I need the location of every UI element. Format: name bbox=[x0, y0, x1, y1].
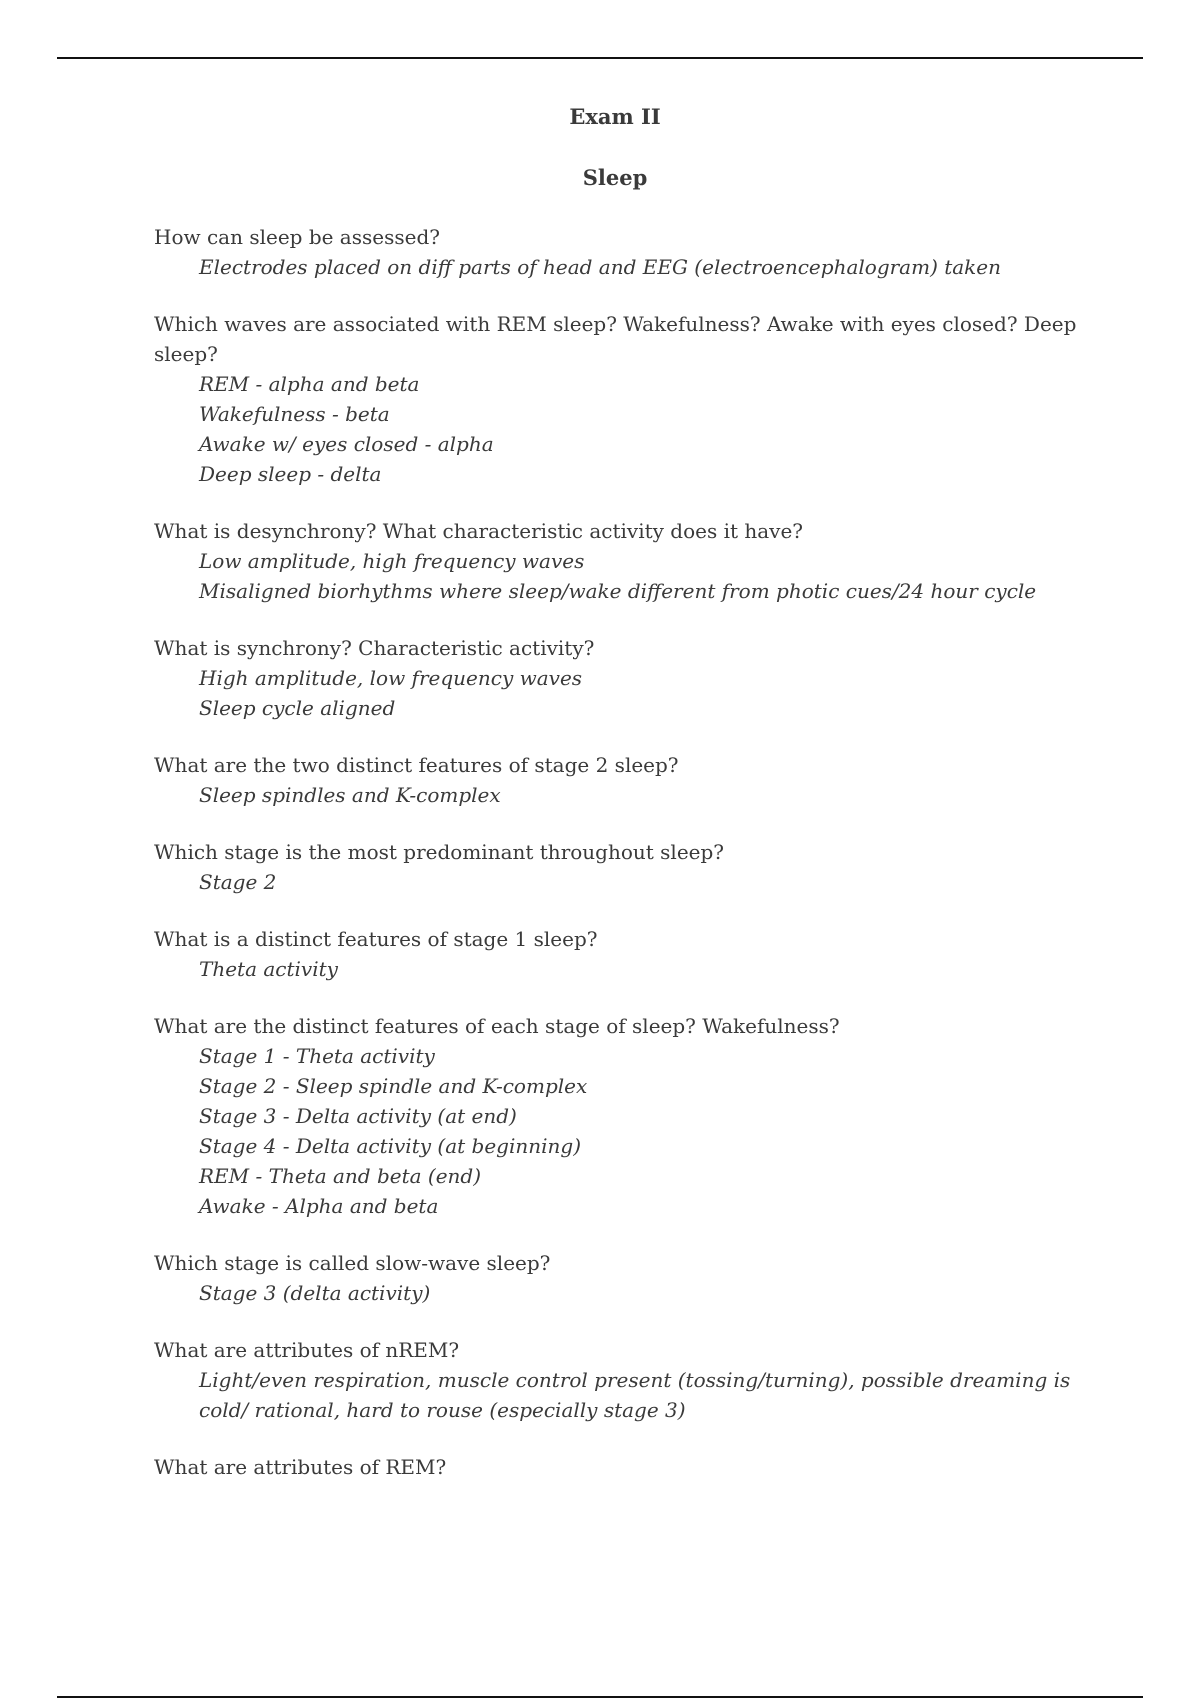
qa-item bbox=[154, 516, 1094, 606]
question-text: Which stage is called slow-wave sleep? bbox=[154, 1251, 551, 1275]
answer-list bbox=[154, 1041, 1094, 1221]
question-text: What is synchrony? Characteristic activity? bbox=[154, 636, 595, 660]
answer-text: REM - alpha and beta bbox=[199, 372, 420, 396]
answer-text: Light/even respiration, muscle control present (tossing/turning), possible dreaming is cold/ rational, hard to rouse (especially stage 3) bbox=[199, 1368, 1071, 1422]
question-list bbox=[154, 222, 1094, 1509]
answer-text: Deep sleep - delta bbox=[199, 462, 382, 486]
answer-list bbox=[154, 867, 1094, 897]
question-text: Which waves are associated with REM sleep? Wakefulness? Awake with eyes closed? Deep sleep? bbox=[154, 312, 1077, 366]
question-text: How can sleep be assessed? bbox=[154, 225, 440, 249]
qa-item bbox=[154, 309, 1094, 489]
answer-list bbox=[154, 954, 1094, 984]
answer-text: Stage 2 bbox=[199, 870, 277, 894]
answer-text: Stage 3 (delta activity) bbox=[199, 1281, 431, 1305]
answer-text: Misaligned biorhythms where sleep/wake different from photic cues/24 hour cycle bbox=[199, 579, 1037, 603]
question-text: Which stage is the most predominant throughout sleep? bbox=[154, 840, 725, 864]
document-title: Exam II bbox=[569, 104, 661, 129]
question-text: What are attributes of REM? bbox=[154, 1455, 447, 1479]
answer-text: Stage 4 - Delta activity (at beginning) bbox=[199, 1134, 581, 1158]
answer-list bbox=[154, 1365, 1094, 1425]
question-text: What are the distinct features of each stage of sleep? Wakefulness? bbox=[154, 1014, 840, 1038]
answer-text: High amplitude, low frequency waves bbox=[199, 666, 583, 690]
answer-text: Wakefulness - beta bbox=[199, 402, 390, 426]
qa-item bbox=[154, 924, 1094, 984]
answer-list bbox=[154, 369, 1094, 489]
answer-text: REM - Theta and beta (end) bbox=[199, 1164, 482, 1188]
bottom-rule bbox=[57, 1696, 1143, 1698]
answer-text: Sleep spindles and K-complex bbox=[199, 783, 501, 807]
qa-item bbox=[154, 222, 1094, 282]
answer-text: Stage 3 - Delta activity (at end) bbox=[199, 1104, 517, 1128]
qa-item bbox=[154, 1248, 1094, 1308]
answer-text: Stage 1 - Theta activity bbox=[199, 1044, 435, 1068]
answer-text: Awake - Alpha and beta bbox=[199, 1194, 439, 1218]
qa-item bbox=[154, 1452, 1094, 1482]
question-text: What are attributes of nREM? bbox=[154, 1338, 460, 1362]
answer-text: Low amplitude, high frequency waves bbox=[199, 549, 585, 573]
answer-text: Theta activity bbox=[199, 957, 338, 981]
answer-list bbox=[154, 1278, 1094, 1308]
answer-text: Electrodes placed on diff parts of head and EEG (electroencephalogram) taken bbox=[199, 255, 1002, 279]
answer-list bbox=[154, 780, 1094, 810]
answer-list bbox=[154, 663, 1094, 723]
question-text: What is desynchrony? What characteristic activity does it have? bbox=[154, 519, 804, 543]
question-text: What is a distinct features of stage 1 sleep? bbox=[154, 927, 598, 951]
question-text: What are the two distinct features of stage 2 sleep? bbox=[154, 753, 679, 777]
qa-item bbox=[154, 1011, 1094, 1221]
qa-item bbox=[154, 837, 1094, 897]
answer-list bbox=[154, 546, 1094, 606]
section-title: Sleep bbox=[582, 165, 648, 190]
qa-item bbox=[154, 1335, 1094, 1425]
answer-text: Stage 2 - Sleep spindle and K-complex bbox=[199, 1074, 588, 1098]
answer-list bbox=[154, 252, 1094, 282]
answer-text: Awake w/ eyes closed - alpha bbox=[199, 432, 494, 456]
qa-item bbox=[154, 750, 1094, 810]
qa-item bbox=[154, 633, 1094, 723]
top-rule bbox=[57, 57, 1143, 59]
answer-text: Sleep cycle aligned bbox=[199, 696, 396, 720]
